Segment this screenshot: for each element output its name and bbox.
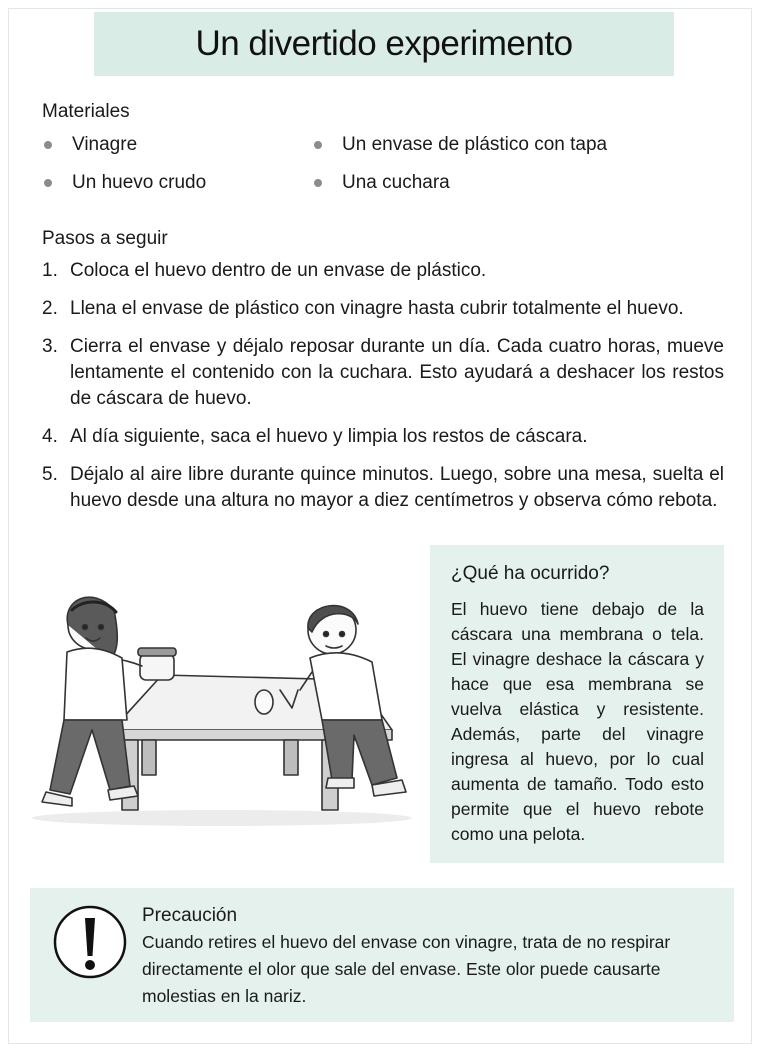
step-text: Coloca el huevo dentro de un envase de plástico.	[70, 260, 487, 281]
materials-heading: Materiales	[42, 101, 130, 122]
material-label: Un envase de plástico con tapa	[342, 134, 608, 155]
step-item	[42, 424, 724, 450]
page-title: Un divertido experimento	[195, 24, 573, 63]
bullet-icon	[314, 141, 322, 149]
exclamation-icon	[52, 904, 128, 980]
caution-heading: Precaución	[142, 905, 238, 926]
caution-text: Cuando retires el huevo del envase con vinagre, trata de no respirar directamente el olor que sale del envase. Este olor puede causarte molestias en la nariz.	[142, 932, 671, 1006]
step-number: 1.	[42, 260, 58, 281]
step-text: Cierra el envase y déjalo reposar durante un día. Cada cuatro horas, mueve lentamente el contenido con la cuchara. Esto ayudará a deshacer los restos de cáscara de huevo.	[70, 336, 724, 409]
step-text: Déjalo al aire libre durante quince minutos. Luego, sobre una mesa, suelta el huevo desde una altura no mayor a diez centímetros y observa cómo rebota.	[70, 464, 724, 511]
bullet-icon	[44, 179, 52, 187]
title-banner	[94, 12, 674, 76]
steps-heading: Pasos a seguir	[42, 228, 168, 249]
bullet-icon	[44, 141, 52, 149]
step-item	[42, 334, 724, 412]
step-number: 5.	[42, 464, 58, 485]
material-item	[40, 134, 137, 156]
result-box	[430, 545, 724, 863]
children-experiment-illustration	[22, 580, 422, 830]
result-heading: ¿Qué ha ocurrido?	[451, 563, 610, 584]
step-number: 2.	[42, 298, 58, 319]
material-item	[310, 134, 607, 156]
caution-content	[142, 905, 718, 1010]
step-item	[42, 258, 724, 284]
material-label: Una cuchara	[342, 172, 450, 193]
step-text: Llena el envase de plástico con vinagre hasta cubrir totalmente el huevo.	[70, 298, 684, 319]
step-item	[42, 462, 724, 514]
material-item	[40, 172, 206, 194]
step-number: 4.	[42, 426, 58, 447]
material-item	[310, 172, 450, 194]
step-text: Al día siguiente, saca el huevo y limpia los restos de cáscara.	[70, 426, 588, 447]
step-item	[42, 296, 724, 322]
caution-box	[30, 888, 734, 1022]
material-label: Vinagre	[72, 134, 138, 155]
result-text: El huevo tiene debajo de la cáscara una membrana o tela. El vinagre deshace la cáscara y hace que esa membrana se vuelva elástica y resistente. Además, parte del vinagre ingresa al huevo, por lo cual aumenta de tamaño. Todo esto permite que el huevo rebote como una pelota.	[451, 599, 704, 844]
step-number: 3.	[42, 336, 58, 357]
bullet-icon	[314, 179, 322, 187]
material-label: Un huevo crudo	[72, 172, 207, 193]
steps-list	[42, 258, 724, 526]
